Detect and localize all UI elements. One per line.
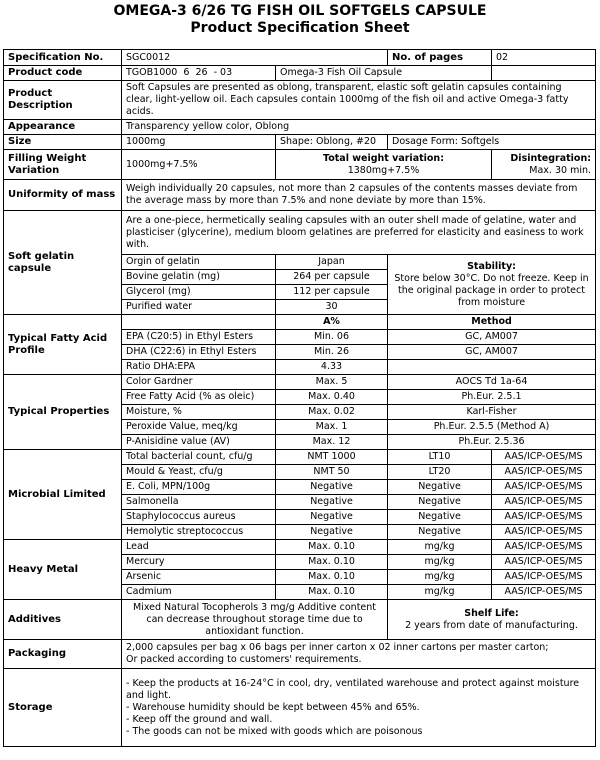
fatty-value: Min. 26 [276,345,388,360]
heavy-row [4,540,596,555]
property-method: Ph.Eur. 2.5.1 [388,390,596,405]
packaging-row [4,640,596,669]
microbial-method: AAS/ICP-OES/MS [492,465,596,480]
document-subtitle: Product Specification Sheet [190,20,410,36]
heavy-name: Lead [122,540,276,555]
property-name: Color Gardner [122,375,276,390]
property-name: Free Fatty Acid (% as oleic) [122,390,276,405]
spec-no-label: Specification No. [4,50,122,66]
gelatin-name: Orgin of gelatin [122,255,276,270]
product-code-row [4,66,596,81]
microbial-method: AAS/ICP-OES/MS [492,480,596,495]
gelatin-label: Soft gelatin capsule [4,211,122,315]
uniformity-row [4,180,596,211]
property-row [4,375,596,390]
heavy-unit: mg/kg [388,540,492,555]
size-label: Size [4,135,122,150]
product-code-value: TGOB1000 6 26 - 03 [122,66,276,81]
microbial-unit: Negative [388,510,492,525]
packaging-cell [122,640,596,669]
microbial-value: Negative [276,495,388,510]
disintegration-value: Max. 30 min. [529,164,592,176]
fatty-method: GC, AM007 [388,345,596,360]
heavy-value: Max. 0.10 [276,540,388,555]
fatty-name: EPA (C20:5) in Ethyl Esters [122,330,276,345]
shelf-life-cell [388,600,596,640]
disintegration-label: Disintegration: [510,152,592,164]
heavy-name: Cadmium [122,585,276,600]
property-value: Max. 12 [276,435,388,450]
description-label: Product Description [4,81,122,120]
microbial-unit: Negative [388,480,492,495]
uniformity-text: Weigh individually 20 capsules, not more than 2 capsules of the contents masses deviate from the average mass by more than 7.5% and none deviate by more than 15%. [122,180,596,211]
microbial-name: E. Coli, MPN/100g [122,480,276,495]
heavy-unit: mg/kg [388,570,492,585]
fatty-name: Ratio DHA:EPA [122,360,276,375]
fatty-label: Typical Fatty Acid Profile [4,315,122,375]
fatty-value: 4.33 [276,360,388,375]
shape-value: Shape: Oblong, #20 [276,135,388,150]
heavy-value: Max. 0.10 [276,555,388,570]
microbial-value: Negative [276,525,388,540]
spec-no-row [4,50,596,66]
appearance-label: Appearance [4,120,122,135]
properties-label: Typical Properties [4,375,122,450]
gelatin-name: Purified water [122,300,276,315]
filling-row [4,150,596,180]
microbial-row [4,450,596,465]
gelatin-name: Glycerol (mg) [122,285,276,300]
description-row [4,81,596,120]
heavy-value: Max. 0.10 [276,585,388,600]
fatty-name: DHA (C22:6) in Ethyl Esters [122,345,276,360]
stability-text: Store below 30°C. Do not freeze. Keep in the original package in order to protect from moisture [394,272,589,308]
microbial-label: Microbial Limited [4,450,122,540]
property-value: Max. 5 [276,375,388,390]
fatty-value: Min. 06 [276,330,388,345]
heavy-label: Heavy Metal [4,540,122,600]
document-title: OMEGA-3 6/26 TG FISH OIL SOFTGELS CAPSULE [113,3,487,19]
property-name: P-Anisidine value (AV) [122,435,276,450]
description-text: Soft Capsules are presented as oblong, transparent, elastic soft gelatin capsules containing clear, light-yellow oil. Each capsules contain 1000mg of the fish oil and active Omega-3 fatty acids. [122,81,596,120]
storage-label: Storage [4,669,122,747]
total-weight-cell [276,150,492,180]
gelatin-name: Bovine gelatin (mg) [122,270,276,285]
gelatin-value: Japan [276,255,388,270]
spec-no-value: SGC0012 [122,50,388,66]
storage-cell [122,669,596,747]
product-name: Omega-3 Fish Oil Capsule [276,66,492,81]
property-value: Max. 0.02 [276,405,388,420]
storage-line: - Warehouse humidity should be kept between 45% and 65%. [126,701,420,713]
disintegration-cell [492,150,596,180]
appearance-value: Transparency yellow color, Oblong [122,120,596,135]
additives-row [4,600,596,640]
additives-text: Mixed Natural Tocopherols 3 mg/g Additive content can decrease throughout storage time due to antioxidant function. [122,600,388,640]
microbial-method: AAS/ICP-OES/MS [492,495,596,510]
product-code-label: Product code [4,66,122,81]
microbial-name: Mould & Yeast, cfu/g [122,465,276,480]
microbial-method: AAS/ICP-OES/MS [492,525,596,540]
property-method: Ph.Eur. 2.5.36 [388,435,596,450]
property-value: Max. 1 [276,420,388,435]
heavy-method: AAS/ICP-OES/MS [492,540,596,555]
total-weight-value: 1380mg+7.5% [347,164,420,176]
shelf-life-text: 2 years from date of manufacturing. [405,619,578,631]
storage-line: - The goods can not be mixed with goods which are poisonous [126,725,423,737]
storage-line: - Keep the products at 16-24°C in cool, dry, ventilated warehouse and protect against moisture and light. [126,677,580,701]
heavy-name: Mercury [122,555,276,570]
heavy-unit: mg/kg [388,555,492,570]
storage-line: - Keep off the ground and wall. [126,713,273,725]
packaging-label: Packaging [4,640,122,669]
gelatin-value: 264 per capsule [276,270,388,285]
microbial-value: NMT 1000 [276,450,388,465]
microbial-unit: LT10 [388,450,492,465]
microbial-value: Negative [276,480,388,495]
appearance-row [4,120,596,135]
microbial-name: Total bacterial count, cfu/g [122,450,276,465]
microbial-value: Negative [276,510,388,525]
microbial-unit: Negative [388,525,492,540]
stability-label: Stability: [467,260,516,272]
property-method: Ph.Eur. 2.5.5 (Method A) [388,420,596,435]
size-value: 1000mg [122,135,276,150]
heavy-value: Max. 0.10 [276,570,388,585]
storage-row [4,669,596,747]
total-weight-label: Total weight variation: [323,152,444,164]
gelatin-text: Are a one-piece, hermetically sealing capsules with an outer shell made of gelatine, water and plasticiser (glycerine), medium bloom gelatines are preferred for elasticity and easiness to work with. [122,211,596,255]
fatty-header-row [4,315,596,330]
gelatin-value: 30 [276,300,388,315]
heavy-method: AAS/ICP-OES/MS [492,585,596,600]
heavy-unit: mg/kg [388,585,492,600]
pages-label: No. of pages [388,50,492,66]
property-name: Peroxide Value, meq/kg [122,420,276,435]
microbial-name: Salmonella [122,495,276,510]
shelf-life-label: Shelf Life: [464,607,519,619]
microbial-unit: LT20 [388,465,492,480]
microbial-name: Hemolytic streptococcus [122,525,276,540]
gelatin-value: 112 per capsule [276,285,388,300]
fatty-col-a: A% [276,315,388,330]
microbial-method: AAS/ICP-OES/MS [492,510,596,525]
property-value: Max. 0.40 [276,390,388,405]
stability-cell [388,255,596,315]
packaging-line: 2,000 capsules per bag x 06 bags per inner carton x 02 inner cartons per master carton; [126,642,549,653]
heavy-name: Arsenic [122,570,276,585]
uniformity-label: Uniformity of mass [4,180,122,211]
fatty-method: GC, AM007 [388,330,596,345]
property-method: Karl-Fisher [388,405,596,420]
microbial-value: NMT 50 [276,465,388,480]
fatty-method [388,360,596,375]
heavy-method: AAS/ICP-OES/MS [492,555,596,570]
heavy-method: AAS/ICP-OES/MS [492,570,596,585]
spec-table [3,49,596,747]
pages-value: 02 [492,50,596,66]
microbial-name: Staphylococcus aureus [122,510,276,525]
fatty-col-method: Method [388,315,596,330]
additives-label: Additives [4,600,122,640]
microbial-method: AAS/ICP-OES/MS [492,450,596,465]
dosage-value: Dosage Form: Softgels [388,135,596,150]
microbial-unit: Negative [388,495,492,510]
packaging-line: Or packed according to customers' requirements. [126,654,362,665]
filling-value: 1000mg+7.5% [122,150,276,180]
property-name: Moisture, % [122,405,276,420]
property-method: AOCS Td 1a-64 [388,375,596,390]
filling-label: Filling Weight Variation [4,150,122,180]
size-row [4,135,596,150]
